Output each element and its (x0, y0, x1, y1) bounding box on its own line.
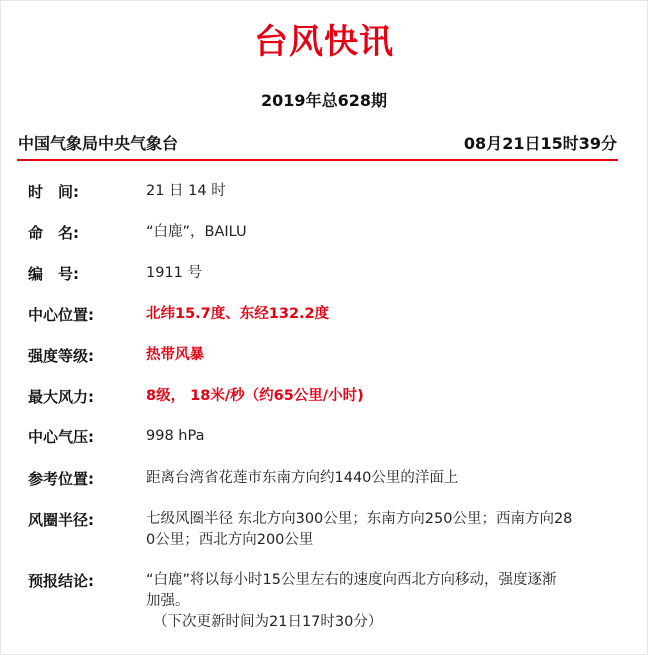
field-label-name: 命 名: (28, 224, 79, 242)
wind-radius-line: 0公里；西北方向200公里 (146, 532, 314, 548)
field-label-pressure: 中心气压: (28, 428, 94, 446)
field-value-center-position: 北纬15.7度、东经132.2度 (146, 306, 330, 322)
issuing-agency: 中国气象局中央气象台 (18, 134, 179, 153)
next-update-note: （下次更新时间为21日17时30分） (153, 614, 383, 630)
field-label-reference: 参考位置: (28, 470, 94, 488)
field-value-intensity: 热带风暴 (146, 347, 204, 363)
field-value-forecast (146, 570, 616, 633)
bulletin-title: 台风快讯 (254, 22, 394, 62)
field-label-max-wind: 最大风力: (28, 388, 94, 406)
issued-time: 08月21日15时39分 (463, 134, 617, 153)
forecast-line: “白鹿”将以每小时15公里左右的速度向西北方向移动，强度逐渐 (146, 572, 557, 588)
wind-radius-line: 七级风圈半径 东北方向300公里；东南方向250公里；西南方向28 (146, 511, 573, 527)
field-value-pressure: 998 hPa (146, 428, 205, 444)
forecast-line: 加强。 (146, 593, 190, 609)
field-value-reference: 距离台湾省花莲市东南方向约1440公里的洋面上 (146, 470, 459, 486)
field-label-forecast: 预报结论: (28, 572, 94, 590)
header-divider (17, 159, 618, 161)
field-value-time: 21 日 14 时 (146, 183, 226, 199)
field-value-max-wind: 8级， 18米/秒（约65公里/小时) (146, 388, 364, 404)
field-label-number: 编 号: (28, 265, 79, 283)
field-label-time: 时 间: (28, 183, 79, 201)
issue-number: 2019年总628期 (261, 91, 387, 110)
field-value-number: 1911 号 (146, 265, 203, 281)
field-label-center-position: 中心位置: (28, 306, 94, 324)
field-value-wind-radius (146, 509, 616, 551)
field-label-intensity: 强度等级: (28, 347, 94, 365)
field-value-name: “白鹿”，BAILU (146, 224, 247, 240)
field-label-wind-radius: 风圈半径: (28, 511, 94, 529)
